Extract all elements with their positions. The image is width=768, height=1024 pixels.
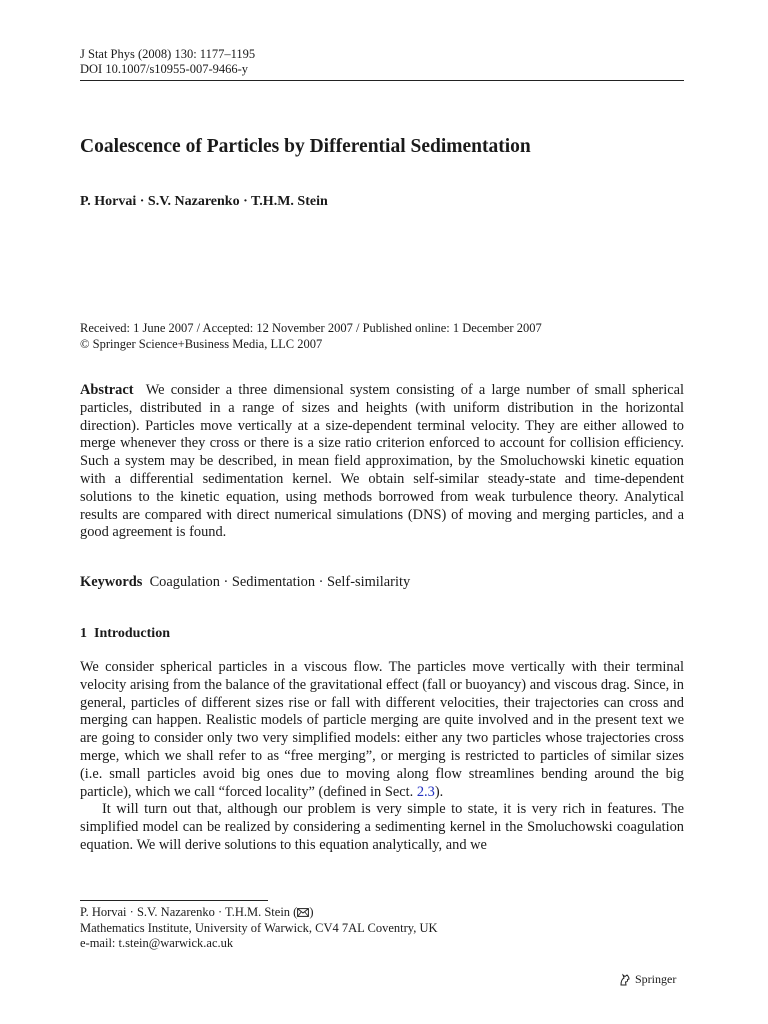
abstract (80, 382, 684, 542)
running-header (80, 47, 255, 77)
intro-p1-end: ). (434, 783, 444, 800)
footnote-email[interactable]: e-mail: t.stein@warwick.ac.uk (80, 936, 234, 950)
section-heading (80, 626, 170, 642)
footnote-authors-close: ) (309, 905, 314, 919)
abstract-text: We consider a three dimensional system consisting of a large number of small spherical particles, distributed in a range of sizes and heights (with uniform distribution in the horizontal direction). Particles move vertically at a size-dependent terminal velocity. They are either allowed to merge whenever they cross or there is a size ratio criterion enforced to account for collision efficiency. Such a system may be described, in mean field approximation, by the Smoluchowski kinetic equation with a differential sedimentation kernel. We obtain self-similar steady-state and time-dependent solutions to the kinetic equation, using methods borrowed from weak turbulence theory. Analytical results are compared with direct numerical simulations (DNS) of moving and merging particles, and a good agreement is found. (80, 382, 684, 541)
header-rule (80, 80, 684, 81)
keywords-label: Keywords (80, 574, 143, 590)
publisher-name: Springer (635, 972, 677, 986)
intro-paragraph-2: It will turn out that, although our problem is very simple to state, it is very rich in features. The simplified model can be realized by considering a sedimenting kernel in the Smoluchowski coagulation equation. We will derive solutions to this equation analytically, and we (80, 801, 684, 853)
section-ref-link[interactable]: 2.3 (416, 783, 435, 800)
keywords-text: Coagulation · Sedimentation · Self-similarity (149, 574, 411, 590)
copyright-line: © Springer Science+Business Media, LLC 2007 (80, 337, 323, 351)
paper-title: Coalescence of Particles by Differential Sedimentation (80, 136, 531, 157)
intro-paragraph-1 (80, 659, 684, 801)
section-number: 1 (80, 626, 87, 641)
author-list: P. Horvai · S.V. Nazarenko · T.H.M. Stein (80, 194, 328, 209)
publication-dates (80, 320, 542, 352)
dates-line: Received: 1 June 2007 / Accepted: 12 November 2007 / Published online: 1 December 2007 (80, 321, 542, 335)
keywords (80, 574, 684, 592)
publisher-logo (618, 972, 676, 987)
introduction-body (80, 659, 684, 855)
envelope-icon[interactable] (297, 905, 309, 921)
footnote (80, 905, 438, 952)
footnote-affiliation: Mathematics Institute, University of Warwick, CV4 7AL Coventry, UK (80, 920, 438, 935)
footnote-authors (80, 905, 438, 921)
footnote-authors-text: P. Horvai · S.V. Nazarenko · T.H.M. Stein ( (80, 905, 298, 919)
abstract-label: Abstract (80, 382, 134, 398)
journal-citation: J Stat Phys (2008) 130: 1177–1195 (80, 47, 256, 61)
section-title: Introduction (94, 626, 170, 641)
springer-horse-icon (618, 973, 632, 987)
footnote-rule (80, 900, 268, 901)
intro-p1-text: We consider spherical particles in a viscous flow. The particles move vertically with their terminal velocity arising from the balance of the gravitational effect (fall or buoyancy) and viscous drag. Since, in general, particles of different sizes rise or fall with different velocities, their trajectories can cross and merging can happen. Realistic models of particle merging are quite involved and in the present text we are going to consider only two very simplified models: either any two particles whose trajectories cross merge, which we shall refer to as “free merging”, or merging is restricted to particles of similar sizes (i.e. small particles avoid big ones due to moving along flow streamlines bending around the big particle), which we call “forced locality” (defined in Sect. (80, 659, 684, 800)
doi: DOI 10.1007/s10955-007-9466-y (80, 62, 249, 76)
